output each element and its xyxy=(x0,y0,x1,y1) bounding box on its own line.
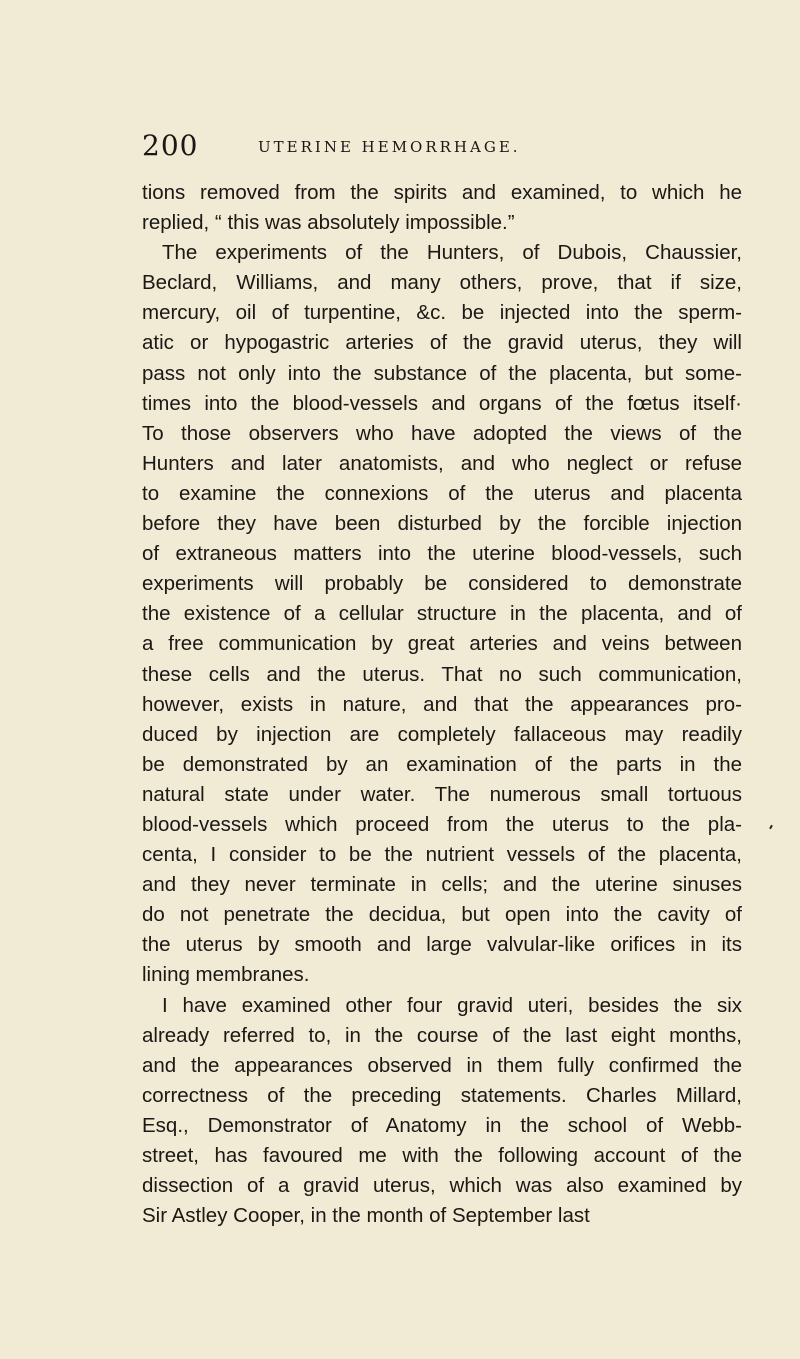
text-line: dissection of a gravid uterus, which was also examined by xyxy=(142,1174,742,1198)
text-line: The experiments of the Hunters, of Dubois, Chaussier, xyxy=(162,241,742,265)
text-line: street, has favoured me with the following account of the xyxy=(142,1144,742,1167)
text-line: before they have been disturbed by the forcible injection xyxy=(142,512,742,536)
text-line: correctness of the preceding statements. Charles Millard, xyxy=(142,1083,742,1107)
text-line: lining membranes. xyxy=(142,963,310,987)
body-text xyxy=(142,178,742,1231)
text-line: the uterus by smooth and large valvular-like orifices in its xyxy=(142,933,742,957)
text-line: do not penetrate the decidua, but open into the cavity of xyxy=(142,903,742,927)
text-line: Beclard, Williams, and many others, prove, that if size, xyxy=(142,271,742,295)
text-line: experiments will probably be considered to demonstrate xyxy=(142,572,742,596)
text-line: centa, I consider to be the nutrient vessels of the placenta, xyxy=(142,843,742,867)
text-line: Hunters and later anatomists, and who neglect or refuse xyxy=(142,451,742,475)
text-line: of extraneous matters into the uterine blood-vessels, such xyxy=(142,542,742,566)
text-line: tions removed from the spirits and examined, to which he xyxy=(142,181,742,204)
text-line: Sir Astley Cooper, in the month of September last xyxy=(142,1204,590,1228)
text-line: to examine the connexions of the uterus and placenta xyxy=(142,481,742,505)
page-header xyxy=(142,130,742,170)
text-line: duced by injection are completely fallaceous may readily xyxy=(142,722,742,746)
ink-speck xyxy=(769,825,773,829)
page-number: 200 xyxy=(142,129,199,162)
text-line: already referred to, in the course of the last eight months, xyxy=(142,1023,742,1047)
running-head: UTERINE HEMORRHAGE. xyxy=(258,138,521,156)
text-line: these cells and the uterus. That no such communication, xyxy=(142,662,742,686)
text-line: a free communication by great arteries and veins between xyxy=(142,632,742,656)
text-line: pass not only into the substance of the placenta, but some- xyxy=(142,361,742,385)
text-line: replied, “ this was absolutely impossible.” xyxy=(142,211,515,235)
text-line: Esq., Demonstrator of Anatomy in the school of Webb- xyxy=(142,1113,742,1137)
text-line: mercury, oil of turpentine, &c. be injected into the sperm- xyxy=(142,301,742,325)
text-line: the existence of a cellular structure in the placenta, and of xyxy=(142,602,742,626)
text-line: atic or hypogastric arteries of the gravid uterus, they will xyxy=(142,331,742,355)
text-line: be demonstrated by an examination of the parts in the xyxy=(142,752,742,776)
text-line: and they never terminate in cells; and the uterine sinuses xyxy=(142,873,742,897)
text-line: blood-vessels which proceed from the uterus to the pla- xyxy=(142,812,742,836)
text-line: and the appearances observed in them fully confirmed the xyxy=(142,1053,742,1077)
text-line: To those observers who have adopted the views of the xyxy=(142,421,742,445)
text-line: I have examined other four gravid uteri, besides the six xyxy=(162,993,742,1017)
text-line: times into the blood-vessels and organs of the fœtus itself· xyxy=(142,391,742,415)
text-line: natural state under water. The numerous small tortuous xyxy=(142,782,742,806)
text-line: however, exists in nature, and that the appearances pro- xyxy=(142,692,742,716)
